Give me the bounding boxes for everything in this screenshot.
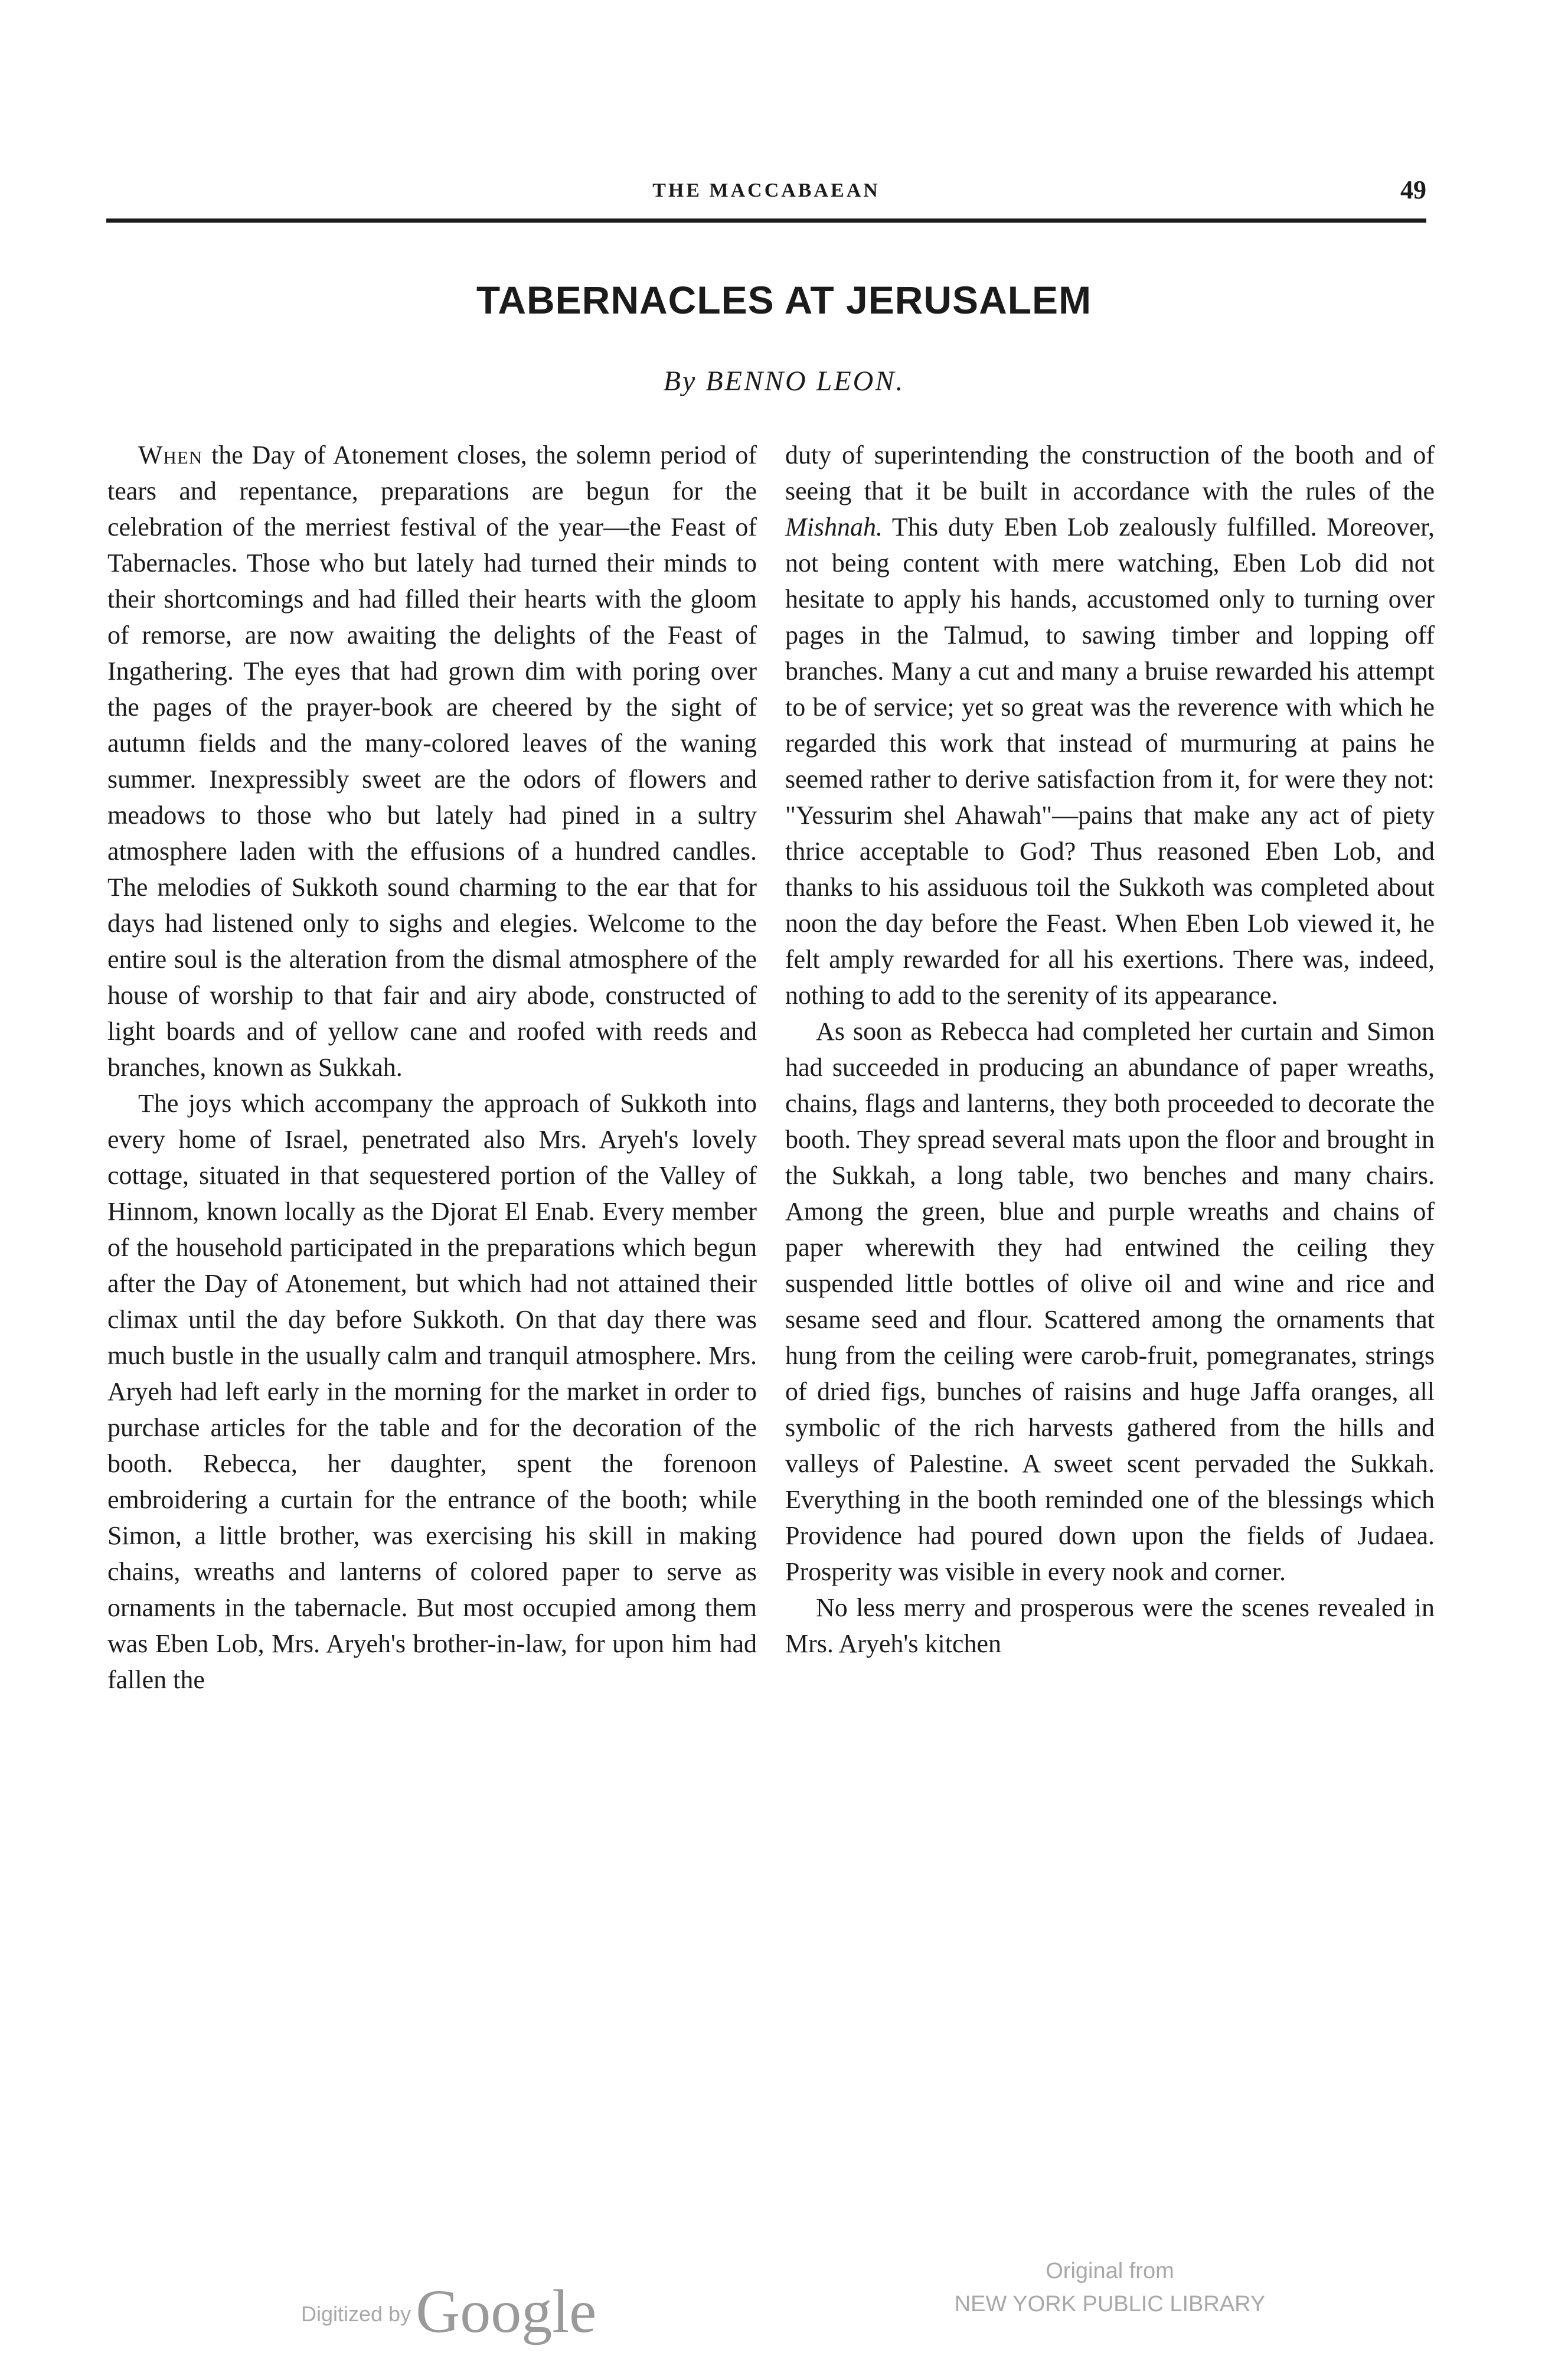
paragraph: The joys which accompany the approach of Sukkoth into every home of Israel, penetrated also Mrs. Aryeh's lovely cottage, situated in that sequestered portion of the Valley of Hinnom, known locally as the Djorat El Enab. Every member of the household participated in the preparations which begun after the Day of Atonement, but which had not attained their climax until the day before Sukkoth. On that day there was much bustle in the usually calm and tranquil atmosphere. Mrs. Aryeh had left early in the morning for the market in order to purchase articles for the table and for the decoration of the booth. Rebecca, her daughter, spent the forenoon embroidering a curtain for the entrance of the booth; while Simon, a little brother, was exercising his skill in making chains, wreaths and lanterns of colored paper to serve as ornaments in the tabernacle. But most occupied among them was Eben Lob, Mrs. Aryeh's brother-in-law, for upon him had fallen the <box>107 1089 757 1694</box>
running-head <box>106 175 1426 210</box>
paragraph-text: the Day of Atonement closes, the solemn period of tears and repentance, preparations are begun for the celebration of the merriest festival of the year—the Feast of Tabernacles. Those who but lately had turned their minds to their shortcomings and had filled their hearts with the gloom of remorse, are now awaiting the delights of the Feast of Ingathering. The eyes that had grown dim with poring over the pages of the prayer-book are cheered by the sight of autumn fields and the many-colored leaves of the waning summer. Inexpressibly sweet are the odors of flowers and meadows to those who but lately had pined in a sultry atmosphere laden with the effusions of a hundred candles. The melodies of Sukkoth sound charming to the ear that for days had listened only to sighs and elegies. Welcome to the entire soul is the alteration from the dismal atmosphere of the house of worship to that fair and airy abode, constructed of light boards and of yellow cane and roofed with reeds and branches, known as Sukkah. <box>107 441 757 1082</box>
journal-title: THE MACCABAEAN <box>652 180 880 201</box>
paragraph: As soon as Rebecca had completed her curtain and Simon had succeeded in producing an abundance of paper wreaths, chains, flags and lanterns, they both proceeded to decorate the booth. They spread several mats upon the floor and brought in the Sukkah, a long table, two benches and many chairs. Among the green, blue and purple wreaths and chains of paper wherewith they had entwined the ceiling they suspended little bottles of olive oil and wine and rice and sesame seed and flour. Scattered among the ornaments that hung from the ceiling were carob-fruit, pomegranates, strings of dried figs, bunches of raisins and huge Jaffa oranges, all symbolic of the rich harvests gathered from the hills and valleys of Palestine. A sweet scent pervaded the Sukkah. Everything in the booth reminded one of the blessings which Providence had poured down upon the fields of Judaea. Prosperity was visible in every nook and corner. <box>785 1017 1435 1586</box>
paragraph-text: duty of superintending the construction of the booth and of seeing that it be built in accordance with the rules of the <box>785 441 1435 505</box>
left-column <box>107 437 757 1698</box>
google-logo: Google <box>416 2278 597 2345</box>
byline: By BENNO LEON. <box>663 366 905 397</box>
article-title: TABERNACLES AT JERUSALEM <box>476 278 1092 322</box>
original-from-label: Original from <box>1046 2259 1174 2283</box>
opening-word: When <box>138 441 203 469</box>
header-rule <box>106 218 1426 223</box>
paragraph <box>785 437 1435 1013</box>
digitized-by-label: Digitized by <box>301 2302 411 2326</box>
paragraph <box>107 437 757 1085</box>
library-watermark <box>909 2255 1311 2321</box>
right-column <box>785 437 1435 1662</box>
italic-term: Mishnah. <box>785 513 883 541</box>
library-name: NEW YORK PUBLIC LIBRARY <box>954 2292 1266 2317</box>
digitized-by-watermark <box>301 2276 596 2347</box>
paragraph-text: This duty Eben Lob zealously fulfilled. Moreover, not being content with mere watching, Eben Lob did not hesitate to apply his hands, accustomed only to turning over pages in the Talmud, to sawing timber and lopping off branches. Many a cut and many a bruise rewarded his attempt to be of service; yet so great was the reverence with which he regarded this work that instead of murmuring at pains he seemed rather to derive satisfaction from it, for were they not: "Yessurim shel Ahawah"—pains that make any act of piety thrice acceptable to God? Thus reasoned Eben Lob, and thanks to his assiduous toil the Sukkoth was completed about noon the day before the Feast. When Eben Lob viewed it, he felt amply rewarded for all his exertions. There was, indeed, nothing to add to the serenity of its appearance. <box>785 513 1435 1010</box>
page-number: 49 <box>1400 175 1426 204</box>
paragraph: No less merry and prosperous were the scenes revealed in Mrs. Aryeh's kitchen <box>785 1593 1435 1658</box>
